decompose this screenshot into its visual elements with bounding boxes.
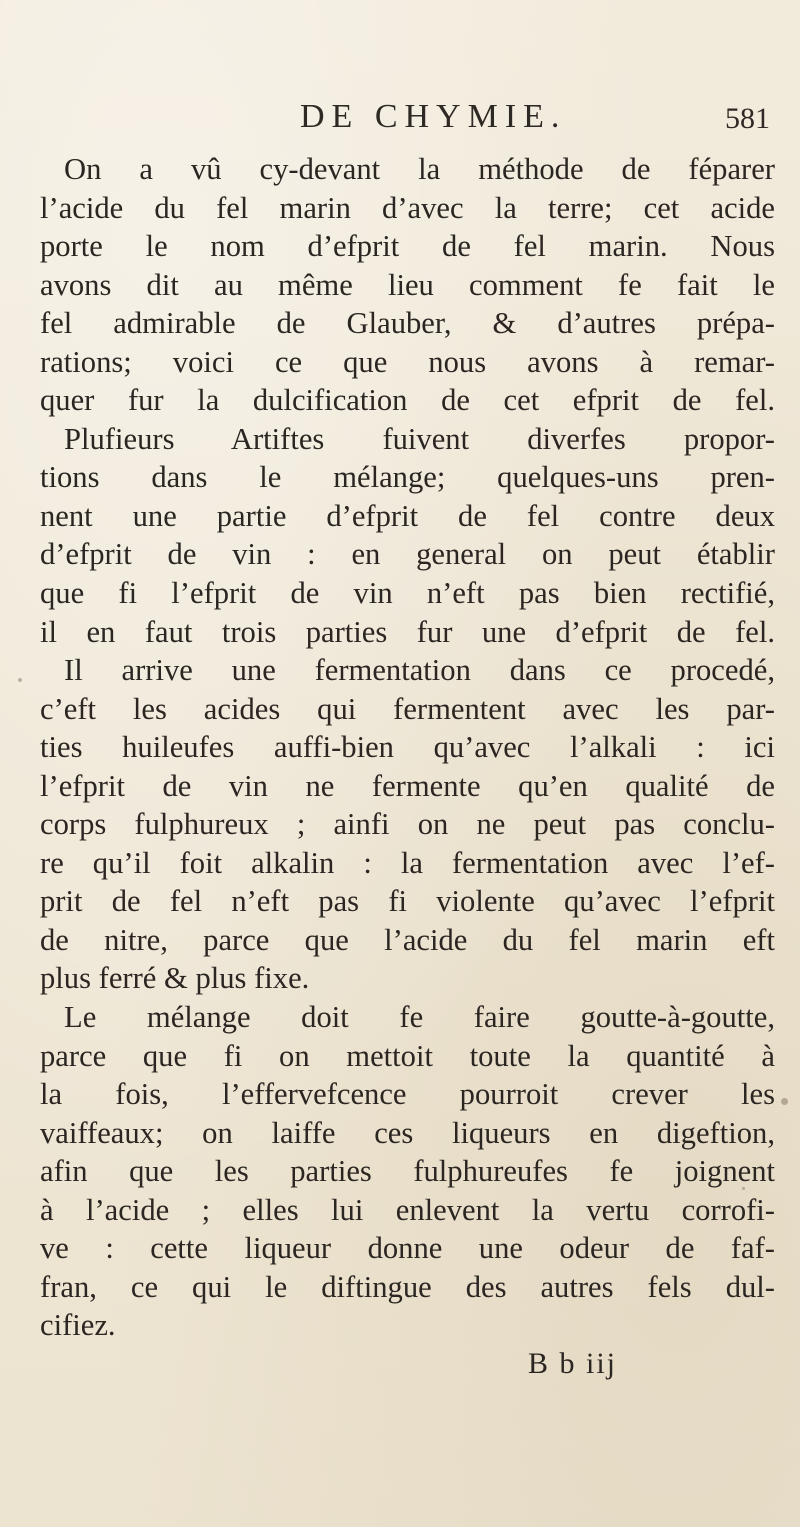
text-line: afin que les parties fulphureufes fe joignent [40, 1154, 775, 1189]
paper-speck [781, 1098, 788, 1105]
text-line: prit de fel n’eft pas fi violente qu’avec l’efprit [40, 884, 775, 919]
text-line: rations; voici ce que nous avons à remar- [40, 344, 775, 379]
text-line: fel admirable de Glauber, & d’autres prépa- [40, 306, 775, 341]
text-line: quer fur la dulcification de cet efprit de fel. [40, 383, 775, 418]
text-line: ties huileufes auffi-bien qu’avec l’alkali : ici [40, 730, 775, 765]
text-line: l’efprit de vin ne fermente qu’en qualité de [40, 768, 775, 803]
text-line: porte le nom d’efprit de fel marin. Nous [40, 229, 775, 264]
text-line: l’acide du fel marin d’avec la terre; cet acide [40, 190, 775, 225]
text-line: c’eft les acides qui fermentent avec les par- [40, 691, 775, 726]
text-line: avons dit au même lieu comment fe fait le [40, 267, 775, 302]
text-line: fran, ce qui le diftingue des autres fels dul- [40, 1269, 775, 1304]
text-line: On a vû cy-devant la méthode de féparer [64, 152, 775, 186]
text-line: il en faut trois parties fur une d’efprit de fel. [40, 614, 775, 649]
page-header [300, 94, 770, 140]
text-line: de nitre, parce que l’acide du fel marin eft [40, 922, 775, 957]
text-line: que fi l’efprit de vin n’eft pas bien rectifié, [40, 576, 775, 611]
text-line: à l’acide ; elles lui enlevent la vertu corrofi- [40, 1192, 775, 1227]
paper-speck [18, 678, 22, 682]
text-line: vaiffeaux; on laiffe ces liqueurs en digeftion, [40, 1115, 775, 1150]
text-line: la fois, l’effervefcence pourroit crever les [40, 1077, 775, 1112]
running-head: DE CHYMIE. [300, 98, 567, 135]
text-line: tions dans le mélange; quelques-uns pren- [40, 460, 775, 495]
signature-mark: B b iij [528, 1347, 618, 1380]
text-line: ve : cette liqueur donne une odeur de faf- [40, 1231, 775, 1266]
text-line: parce que fi on mettoit toute la quantité à [40, 1038, 775, 1073]
text-line: re qu’il foit alkalin : la fermentation avec l’ef- [40, 845, 775, 880]
text-line: plus ferré & plus fixe. [40, 961, 310, 996]
body-text [40, 150, 775, 1345]
paper-speck [742, 1187, 745, 1190]
text-line: cifiez. [40, 1308, 116, 1343]
text-line: Le mélange doit fe faire goutte-à-goutte, [64, 1000, 775, 1035]
text-line: Il arrive une fermentation dans ce procedé, [64, 653, 775, 688]
text-line: corps fulphureux ; ainfi on ne peut pas conclu- [40, 807, 775, 842]
text-line: Plufieurs Artiftes fuivent diverfes propor- [64, 421, 775, 456]
text-line: d’efprit de vin : en general on peut établir [40, 537, 775, 572]
text-line: nent une partie d’efprit de fel contre deux [40, 498, 775, 533]
page-number: 581 [725, 102, 770, 135]
